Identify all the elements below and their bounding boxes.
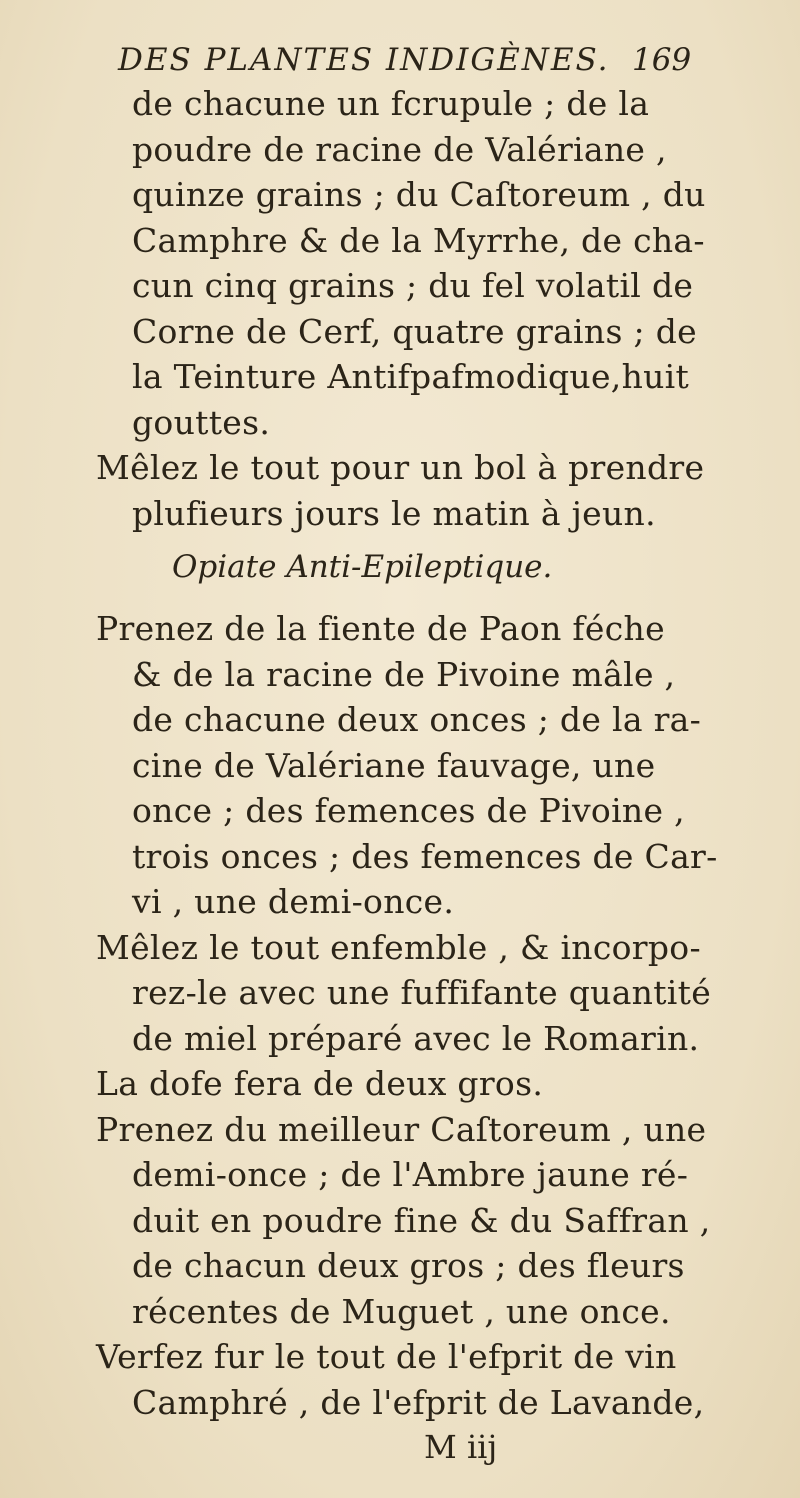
text-line: vi , une demi-once. [132,882,455,921]
text-line: Camphré , de l'efprit de Lavande, [132,1382,705,1422]
text-line: duit en poudre fine & du Saffran , [132,1200,711,1240]
text-line: rez-le avec une fuffifante quantité [132,973,712,1012]
text-line: & de la racine de Pivoine mâle , [132,654,676,694]
text-line: de chacune deux onces ; de la ra- [132,700,702,739]
text-line: trois onces ; des femences de Car- [132,836,718,876]
text-line: Prenez du meilleur Caſtoreum , une [96,1109,707,1149]
text-line: récentes de Muguet , une once. [132,1291,671,1331]
text-line: de chacune un fcrupule ; de la [132,84,650,123]
text-line: Mêlez le tout enfemble , & incorpo- [96,927,701,967]
text-line: Prenez de la fiente de Paon féche [96,609,665,648]
text-line: demi-once ; de l'Ambre jaune ré- [132,1155,689,1194]
text-line: quinze grains ; du Caſtoreum , du [132,175,706,214]
text-line: poudre de racine de Valériane , [132,129,667,169]
text-line: gouttes. [132,402,271,442]
text-line: Camphre & de la Myrrhe, de cha- [132,220,705,260]
running-header: DES PLANTES INDIGÈNES. [118,42,610,78]
text-line: Verfez fur le tout de l'efprit de vin [96,1337,677,1376]
text-line: once ; des femences de Pivoine , [132,791,685,830]
page-number: 169 [632,42,692,78]
text-line: La dofe fera de deux gros. [96,1064,544,1103]
recipe-title: Opiate Anti-Epileptique. [172,549,553,585]
signature-mark: M iij [424,1428,498,1466]
text-line: plufieurs jours le matin à jeun. [132,493,656,533]
text-line: cun cinq grains ; du fel volatil de [132,266,694,305]
text-line: Mêlez le tout pour un bol à prendre [96,448,705,487]
text-line: de miel préparé avec le Romarin. [132,1018,700,1058]
text-line: la Teinture Antifpafmodique,huit [132,357,690,396]
text-line: Corne de Cerf, quatre grains ; de [132,311,697,351]
text-line: de chacun deux gros ; des fleurs [132,1246,685,1285]
text-line: cine de Valériane fauvage, une [132,745,656,785]
